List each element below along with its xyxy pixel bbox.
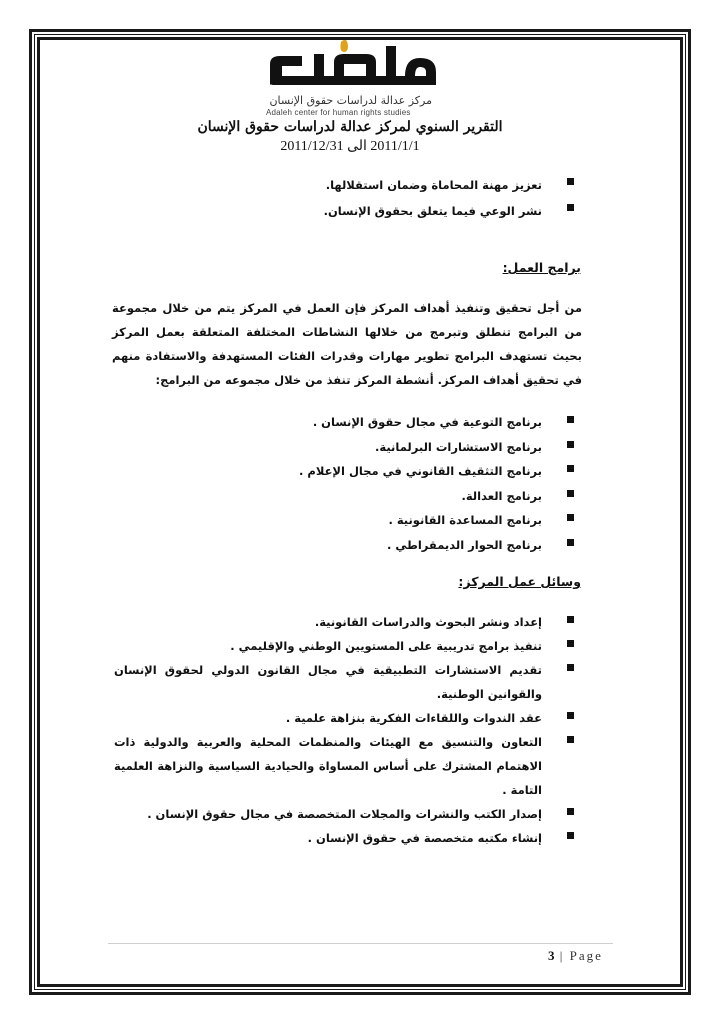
list-item: برنامج الاستشارات البرلمانية. — [144, 435, 574, 460]
list-item: إنشاء مكتبه متخصصة في حقوق الإنسان . — [114, 826, 574, 850]
bullet-square-icon — [567, 416, 574, 423]
bullet-square-icon — [567, 832, 574, 839]
report-dates: 2011/1/1 الى 2011/12/31 — [280, 139, 420, 154]
bullet-square-icon — [567, 712, 574, 719]
objectives-list — [154, 172, 574, 224]
adaleh-wordmark-graphic — [262, 40, 444, 90]
bullet-square-icon — [567, 178, 574, 185]
bullet-square-icon — [567, 664, 574, 671]
list-item: عقد الندوات واللقاءات الفكرية بنزاهة علمية . — [114, 706, 574, 730]
list-item: نشر الوعي فيما يتعلق بحقوق الإنسان. — [154, 198, 574, 224]
list-item: برنامج المساعدة القانونية . — [144, 508, 574, 533]
list-item: تقديم الاستشارات التطبيقية في مجال القانون الدولي لحقوق الإنسان والقوانين الوطنية. — [114, 658, 574, 706]
bullet-square-icon — [567, 204, 574, 211]
list-item: إعداد ونشر البحوث والدراسات القانونية. — [114, 610, 574, 634]
logo-subtitle-english: Adaleh center for human rights studies — [266, 108, 411, 117]
list-item: برنامج العدالة. — [144, 484, 574, 509]
list-item: تنفيذ برامج تدريبية على المستويين الوطني والإقليمي . — [114, 634, 574, 658]
page-number: 3 — [548, 948, 555, 963]
list-item: برنامج التثقيف القانوني في مجال الإعلام . — [144, 459, 574, 484]
list-item: التعاون والتنسيق مع الهيئات والمنظمات المحلية والعربية والدولية ذات الاهتمام المشترك على أساس المساواة والحيادية السياسية والنزاهة العلمية التامة . — [114, 730, 574, 802]
means-list — [114, 610, 574, 850]
programs-heading: برامج العمل: — [502, 260, 581, 275]
bullet-square-icon — [567, 490, 574, 497]
list-item: تعزيز مهنة المحاماة وضمان استقلالها. — [154, 172, 574, 198]
programs-list — [144, 410, 574, 558]
list-item: إصدار الكتب والنشرات والمجلات المتخصصة في مجال حقوق الإنسان . — [114, 802, 574, 826]
bullet-square-icon — [567, 808, 574, 815]
footer-divider — [108, 943, 613, 944]
page-footer — [548, 948, 603, 964]
programs-paragraph: من أجل تحقيق وتنفيذ أهداف المركز فإن العمل في المركز يتم من خلال مجموعة من البرامج تنطلق وتبرمج من خلالها النشاطات المختلفة المتعلقة بعمل المركز بحيث تستهدف البرامج تطوير مهارات وقدرات الفئات المستهدفة والاستفادة منهم في تحقيق أهداف المركز. أنشطة المركز تنفذ من خلال مجموعه من البرامج: — [112, 301, 582, 387]
list-item: برنامج الحوار الديمقراطي . — [144, 533, 574, 558]
list-item: برنامج التوعية في مجال حقوق الإنسان . — [144, 410, 574, 435]
bullet-square-icon — [567, 640, 574, 647]
footer-separator: | — [559, 948, 565, 963]
bullet-square-icon — [567, 736, 574, 743]
bullet-square-icon — [567, 514, 574, 521]
bullet-square-icon — [567, 616, 574, 623]
bullet-square-icon — [567, 539, 574, 546]
adaleh-logo — [262, 40, 444, 116]
report-title: التقرير السنوي لمركز عدالة لدراسات حقوق الإنسان — [197, 119, 503, 135]
bullet-square-icon — [567, 441, 574, 448]
means-heading: وسائل عمل المركز: — [458, 574, 581, 589]
logo-subtitle-arabic: مركز عدالة لدراسات حقوق الإنسان — [269, 94, 432, 107]
page-label: Page — [569, 948, 603, 963]
bullet-square-icon — [567, 465, 574, 472]
